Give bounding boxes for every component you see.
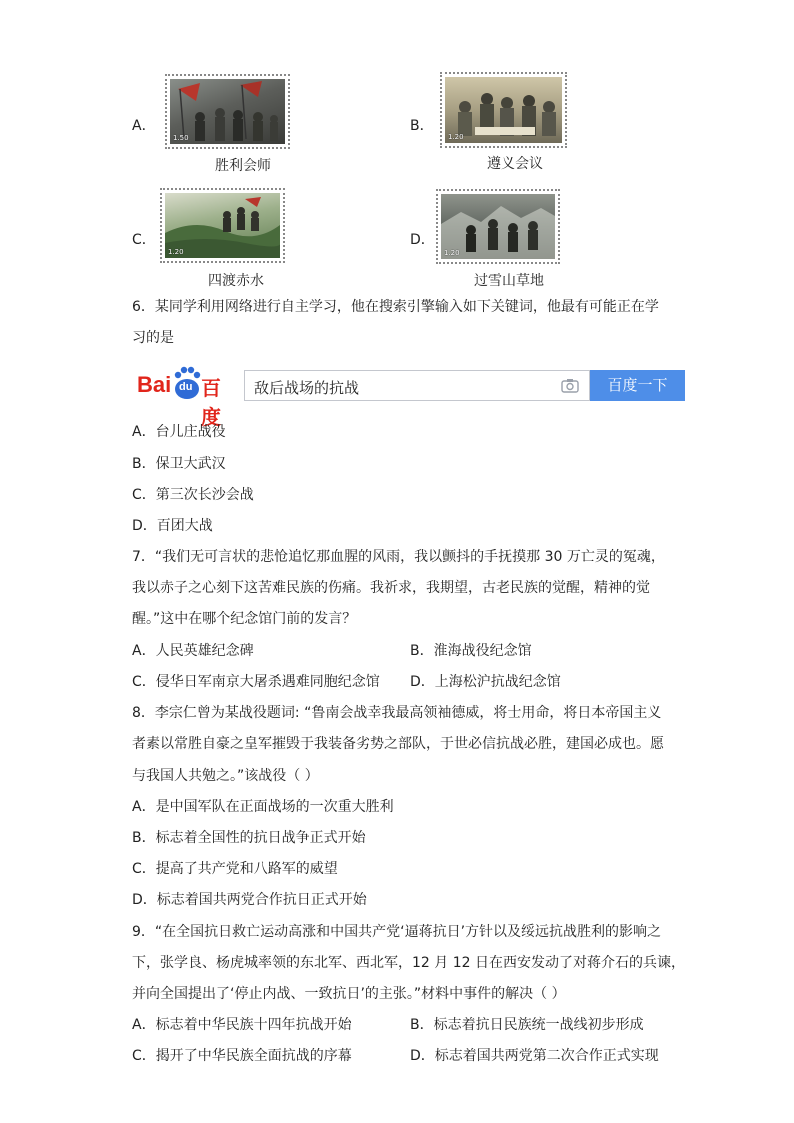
q7-stem-line-3: 醒。”这中在哪个纪念馆门前的发言？: [132, 611, 357, 627]
q8-stem-line-3: 与我国人共勉之。”该战役（ ）: [132, 768, 319, 784]
q7-option-b: B．淮海战役纪念馆: [410, 643, 532, 659]
q7-stem-line-2: 我以赤子之心刻下这苦难民族的伤痛。我祈求，我期望，古老民族的觉醒，精神的觉: [132, 580, 650, 596]
camera-icon[interactable]: [561, 378, 579, 393]
baidu-logo-text-right: 百度: [201, 376, 221, 429]
q8-option-c: C．提高了共产党和八路军的威望: [132, 861, 338, 877]
option-caption-b: 遵义会议: [487, 156, 543, 172]
stamp-value-c: 1.20: [168, 248, 184, 256]
q9-option-d: D．标志着国共两党第二次合作正式实现: [410, 1048, 659, 1064]
option-letter-c: C．: [132, 232, 156, 248]
stamp-value-a: 1.50: [173, 134, 189, 142]
baidu-logo: [137, 366, 237, 429]
stamp-image-c: [160, 188, 285, 263]
q7-option-d: D．上海松沪抗战纪念馆: [410, 674, 561, 690]
option-letter-a: A．: [132, 118, 156, 134]
q9-option-c: C．揭开了中华民族全面抗战的序幕: [132, 1048, 352, 1064]
q6-option-a: A．台儿庄战役: [132, 424, 226, 440]
q6-stem-line-1: 6．某同学利用网络进行自主学习，他在搜索引擎输入如下关键词，他最有可能正在学: [132, 299, 659, 315]
option-caption-a: 胜利会师: [215, 158, 271, 174]
q6-option-d: D．百团大战: [132, 518, 213, 534]
paw-icon: [171, 366, 201, 400]
q8-option-a: A．是中国军队在正面战场的一次重大胜利: [132, 799, 394, 815]
q8-option-d: D．标志着国共两党合作抗日正式开始: [132, 892, 367, 908]
q9-stem-line-3: 并向全国提出了‘停止内战、一致抗日’的主张。”材料中事件的解决（ ）: [132, 986, 566, 1002]
q6-option-b: B．保卫大武汉: [132, 456, 226, 472]
search-input[interactable]: [244, 370, 590, 401]
q9-stem-line-1: 9．“在全国抗日救亡运动高涨和中国共产党‘逼蒋抗日’方针以及绥远抗战胜利的影响之: [132, 924, 662, 940]
q8-option-b: B．标志着全国性的抗日战争正式开始: [132, 830, 366, 846]
option-letter-b: B．: [410, 118, 434, 134]
stamp-image-d: [436, 189, 560, 264]
option-caption-c: 四渡赤水: [208, 273, 264, 289]
q7-option-a: A．人民英雄纪念碑: [132, 643, 254, 659]
search-query-text: 敌后战场的抗战: [254, 379, 360, 397]
stamp-image-b: [440, 72, 567, 148]
baidu-logo-text-left: Bai: [137, 372, 172, 397]
stamp-value-b: 1.20: [448, 133, 464, 141]
q6-option-c: C．第三次长沙会战: [132, 487, 254, 503]
baidu-logo-paw-text: du: [179, 381, 193, 393]
q9-stem-line-2: 下，张学良、杨虎城率领的东北军、西北军，12 月 12 日在西安发动了对蒋介石的兵谏，: [132, 955, 685, 971]
q9-option-a: A．标志着中华民族十四年抗战开始: [132, 1017, 352, 1033]
stamp-value-d: 1.20: [444, 249, 460, 257]
option-caption-d: 过雪山草地: [474, 273, 544, 289]
q7-stem-line-1: 7．“我们无可言状的悲怆追忆那血腥的风雨，我以颤抖的手抚摸那 30 万亡灵的冤魂，: [132, 549, 665, 565]
q7-option-c: C．侵华日军南京大屠杀遇难同胞纪念馆: [132, 674, 380, 690]
q9-option-b: B．标志着抗日民族统一战线初步形成: [410, 1017, 644, 1033]
q8-stem-line-2: 者素以常胜自豪之皇军摧毁于我装备劣势之部队，于世必信抗战必胜，建国必成也。愿: [132, 736, 664, 752]
q8-stem-line-1: 8．李宗仁曾为某战役题词: “鲁南会战幸我最高领袖德威，将士用命，将日本帝国主义: [132, 705, 662, 721]
stamp-image-a: [165, 74, 290, 149]
q6-stem-line-2: 习的是: [132, 330, 174, 346]
search-button[interactable]: 百度一下: [590, 370, 685, 401]
option-letter-d: D．: [410, 232, 435, 248]
